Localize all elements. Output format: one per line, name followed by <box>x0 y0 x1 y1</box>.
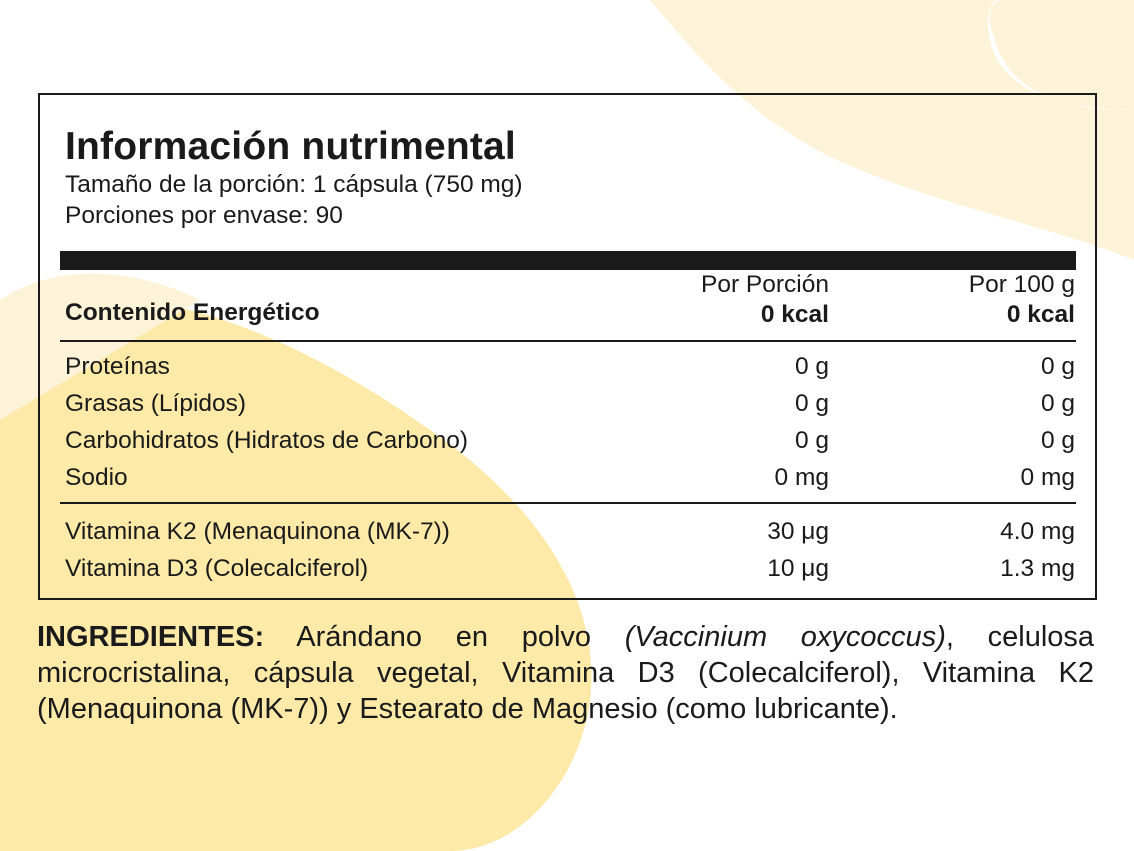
table-row <box>40 459 1095 496</box>
ingredients-heading: INGREDIENTES: <box>37 621 265 653</box>
energy-label: Contenido Energético <box>65 299 320 326</box>
table-row <box>40 513 1095 550</box>
vitamin-per-serving: 10 μg <box>767 555 829 582</box>
vitamin-name: Vitamina D3 (Colecalciferol) <box>65 555 369 582</box>
ingredients-text: , celulosa microcristalina, cápsula vegetal, Vitamina D3 (Colecalciferol), Vitamina K2 (Menaquinona (MK-7)) y Estearato de Magnesio (como lubricante). <box>37 621 1095 725</box>
nutrient-per-100g: 0 mg <box>1020 464 1075 491</box>
table-row <box>40 348 1095 385</box>
vitamin-per-100g: 1.3 mg <box>1000 555 1075 582</box>
vitamin-per-100g: 4.0 mg <box>1000 518 1075 545</box>
nutrient-name: Grasas (Lípidos) <box>65 390 247 417</box>
col-per-serving-header: Por Porción <box>700 271 829 298</box>
table-row <box>40 385 1095 422</box>
table-row <box>40 550 1095 587</box>
ingredients-scientific-name: (Vaccinium oxycoccus) <box>624 621 946 653</box>
divider-line <box>60 502 1076 504</box>
ingredients-paragraph <box>37 619 1094 727</box>
nutrient-name: Sodio <box>65 464 128 491</box>
panel-title: Información nutrimental <box>65 125 516 168</box>
vitamin-per-serving: 30 μg <box>767 518 829 545</box>
serving-size: Tamaño de la porción: 1 cápsula (750 mg) <box>65 171 523 198</box>
nutrient-name: Proteínas <box>65 353 170 380</box>
nutrient-per-serving: 0 g <box>794 427 829 454</box>
energy-per-serving: 0 kcal <box>760 301 829 328</box>
ingredients-text: Arándano en polvo <box>264 621 625 653</box>
nutrient-per-100g: 0 g <box>1040 390 1075 417</box>
col-per-100g-header: Por 100 g <box>968 271 1075 298</box>
nutrient-name: Carbohidratos (Hidratos de Carbono) <box>65 427 469 454</box>
vitamin-name: Vitamina K2 (Menaquinona (MK-7)) <box>65 518 450 545</box>
energy-per-100g: 0 kcal <box>1006 301 1075 328</box>
nutrient-per-serving: 0 g <box>794 390 829 417</box>
divider-line <box>60 340 1076 342</box>
nutrient-per-serving: 0 g <box>794 353 829 380</box>
table-row <box>40 422 1095 459</box>
nutrition-facts-panel <box>38 93 1097 600</box>
nutrient-per-serving: 0 mg <box>774 464 829 491</box>
servings-per-container: Porciones por envase: 90 <box>65 202 343 229</box>
nutrient-per-100g: 0 g <box>1040 427 1075 454</box>
nutrient-per-100g: 0 g <box>1040 353 1075 380</box>
thick-divider <box>60 251 1076 270</box>
